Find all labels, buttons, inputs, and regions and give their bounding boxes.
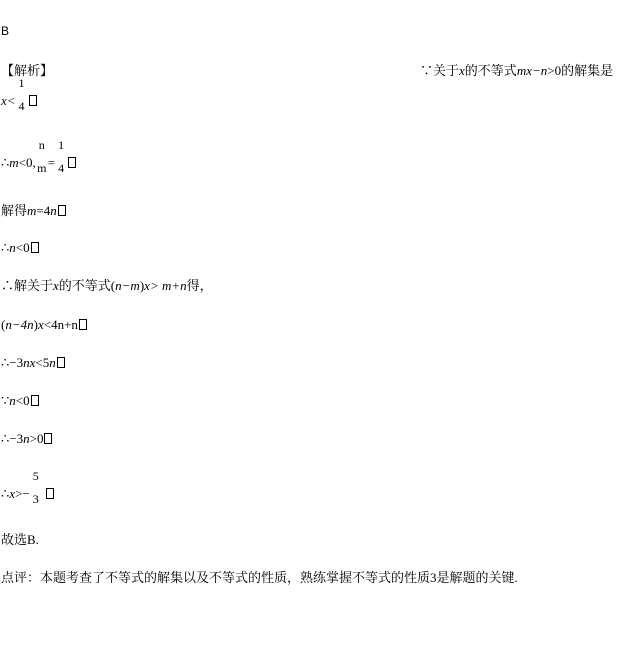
placeholder-glyph — [31, 395, 39, 406]
step-6 — [1, 317, 87, 332]
fraction-denominator: 4 — [58, 161, 65, 175]
fraction — [55, 138, 67, 175]
step5-prefix: ∴解关于 — [1, 278, 54, 293]
step5-expr: n−m — [115, 278, 140, 293]
step6-close: ) — [33, 317, 38, 332]
step6-x: x — [37, 317, 44, 332]
step4-n: n — [9, 240, 16, 255]
step7-n: n — [49, 355, 56, 370]
step5-close: ) — [139, 278, 145, 293]
step3-prefix: 解得 — [1, 203, 28, 218]
step3-eq: =4 — [36, 203, 51, 218]
step5-x: x — [53, 278, 59, 293]
fraction-numerator: 5 — [32, 469, 39, 483]
conclusion: 故选B. — [1, 532, 39, 547]
step-5 — [1, 278, 213, 293]
step5-x2: x — [144, 278, 150, 293]
step9-n: n — [23, 431, 30, 446]
placeholder-glyph — [46, 488, 54, 499]
step-7 — [1, 355, 65, 370]
step7-lt: <5 — [35, 355, 50, 370]
placeholder-glyph — [31, 242, 39, 253]
step9-prefix: ∴−3 — [1, 431, 24, 446]
fraction-numerator: 1 — [58, 138, 65, 152]
intro-prefix: ∵关于 — [420, 63, 460, 78]
step1-lhs: x< — [1, 93, 16, 108]
step2-m: m — [9, 155, 19, 170]
intro-var: x — [459, 63, 465, 78]
step7-prefix: ∴−3 — [1, 355, 24, 370]
analysis-heading: 【解析】 — [1, 63, 54, 78]
step10-x: x — [9, 486, 16, 501]
placeholder-glyph — [79, 319, 87, 330]
intro-line — [420, 63, 613, 78]
step6-open: ( — [1, 317, 6, 332]
comment: 点评：本题考查了不等式的解集以及不等式的性质，熟练掌握不等式的性质3是解题的关键. — [1, 570, 518, 585]
step7-nx: nx — [23, 355, 36, 370]
step-10 — [1, 469, 54, 506]
fraction-denominator: 4 — [18, 99, 25, 113]
step2-cond: <0, — [18, 155, 36, 170]
step-4 — [1, 240, 39, 255]
step5-tail: 得， — [186, 278, 213, 293]
step10-prefix: ∴ — [1, 486, 10, 501]
step2-eq: = — [47, 155, 56, 170]
step4-prefix: ∴ — [1, 240, 10, 255]
step5-mid: 的不等式( — [58, 278, 116, 293]
step3-n: n — [50, 203, 57, 218]
step8-prefix: ∵ — [1, 393, 10, 408]
step4-rest: <0 — [15, 240, 30, 255]
intro-expr: mx−n — [516, 63, 548, 78]
step6-rest: <4n+n — [43, 317, 78, 332]
intro-mid: 的不等式 — [464, 63, 517, 78]
step-3 — [1, 203, 66, 218]
placeholder-glyph — [44, 433, 52, 444]
placeholder-glyph — [29, 95, 37, 106]
fraction — [30, 469, 42, 506]
placeholder-glyph — [58, 205, 66, 216]
step8-n: n — [9, 393, 16, 408]
fraction-numerator: 1 — [18, 76, 25, 90]
fraction — [36, 138, 48, 175]
placeholder-glyph — [57, 357, 65, 368]
fraction-numerator: n — [38, 138, 45, 152]
fraction — [16, 76, 28, 113]
step-9 — [1, 431, 52, 446]
step8-rest: <0 — [15, 393, 30, 408]
step-1 — [1, 76, 37, 113]
step3-m: m — [27, 203, 37, 218]
step6-expr: n−4n — [5, 317, 34, 332]
step10-rest: >− — [15, 486, 30, 501]
placeholder-glyph — [68, 157, 76, 168]
step-8 — [1, 393, 39, 408]
intro-tail: >0的解集是 — [547, 63, 614, 78]
fraction-denominator: m — [37, 161, 47, 175]
step-2 — [1, 138, 76, 175]
answer-label: B — [1, 24, 10, 38]
step5-rest: > m+n — [149, 278, 187, 293]
step9-rest: >0 — [29, 431, 44, 446]
fraction-denominator: 3 — [32, 492, 39, 506]
step2-prefix: ∴ — [1, 155, 10, 170]
